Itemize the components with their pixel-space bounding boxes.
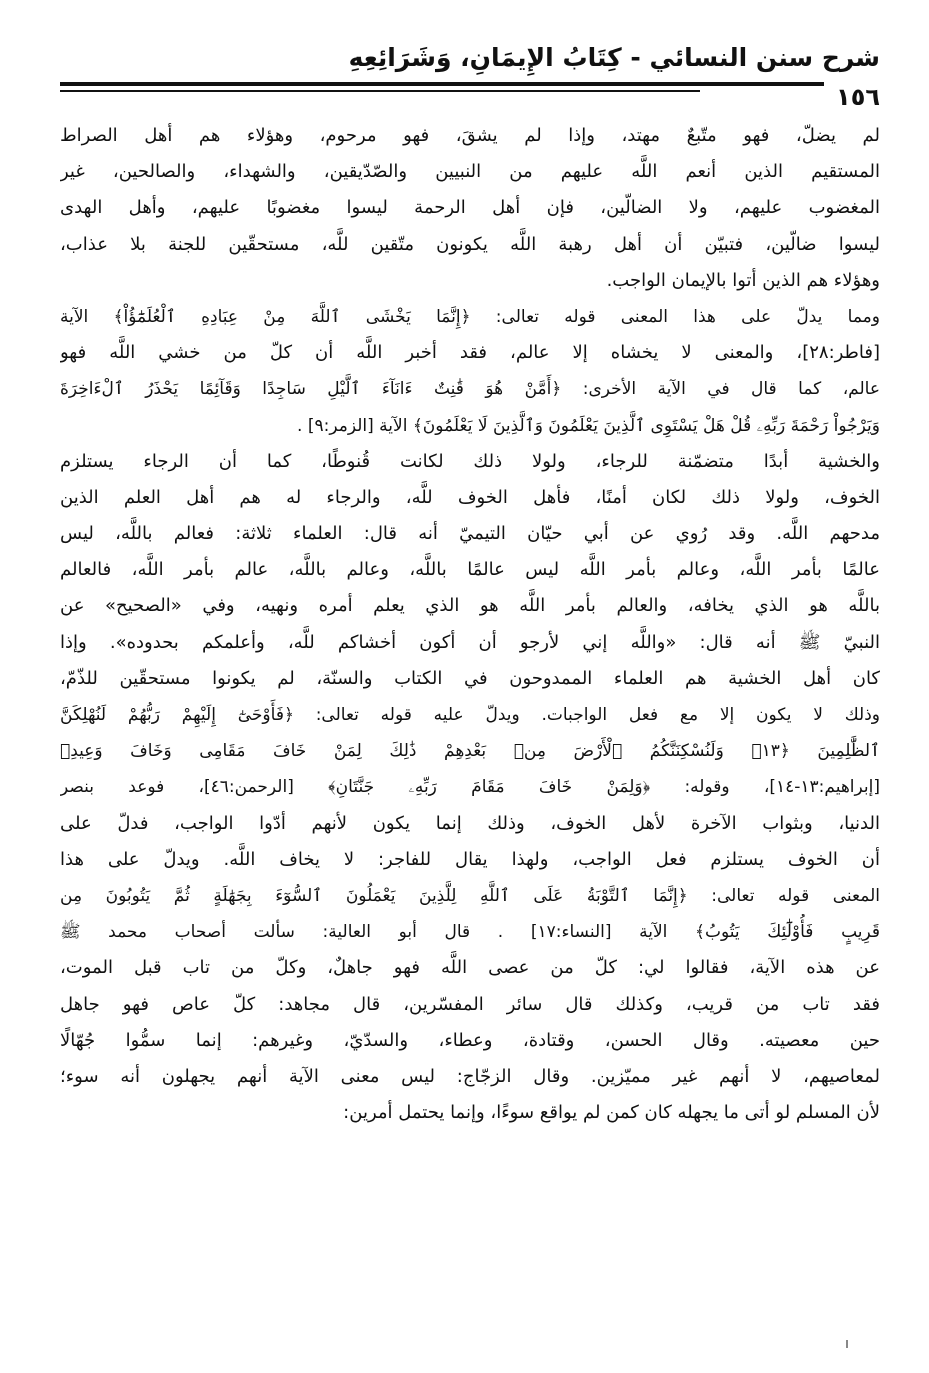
text-line: مدحهم اللَّه. وقد رُوي عن أبي حيّان التيميّ أنه قال: العلماء ثلاثة: فعالم باللَّه، ليس bbox=[60, 523, 880, 545]
text-line: ومما يدلّ على هذا المعنى قوله تعالى: ﴿إِنَّمَا يَخْشَى ٱللَّهَ مِنْ عِبَادِهِ ٱلْعُلَمَٰٓؤُاْ﴾ الآية bbox=[60, 306, 880, 327]
body-text bbox=[60, 118, 880, 1131]
text-line: لأن المسلم لو أتى ما يجهله كان كمن لم يواقع سوءًا، وإنما يحتمل أمرين: bbox=[343, 1102, 880, 1124]
text-line: لمعاصيهم، لا أنهم غير مميّزين. وقال الزجّاج: ليس معنى الآية أنهم يجهلون أنه سوء؛ bbox=[60, 1065, 880, 1087]
text-line: المعنى قوله تعالى: ﴿إِنَّمَا ٱلتَّوْبَةُ عَلَى ٱللَّهِ لِلَّذِينَ يَعْمَلُونَ ٱلسُّوٓءَ بِجَهَٰلَةٍ ثُمَّ يَتُوبُونَ مِن bbox=[60, 885, 880, 906]
text-line: وذلك لا يكون إلا مع فعل الواجبات. ويدلّ عليه قوله تعالى: ﴿فَأَوْحَىٰٓ إِلَيْهِمْ رَبُّهُمْ لَنُهْلِكَنَّ bbox=[60, 705, 880, 725]
text-line: فقد تاب من قريب، وكذلك قال سائر المفسّرين، قال مجاهد: كلّ عاص فهو جاهل bbox=[60, 993, 880, 1015]
text-line: عالمًا بأمر اللَّه، وعالم بأمر اللَّه ليس عالمًا باللَّه، وعالم باللَّه، عالم بأمر اللَّه، فالعالم bbox=[60, 559, 880, 581]
text-line: قَرِيبٍ فَأُوْلَٰٓئِكَ يَتُوبُ﴾ الآية [النساء:١٧] . قال أبو العالية: سألت أصحاب محمد ﷺ bbox=[60, 922, 880, 943]
page-number: ١٥٦ bbox=[824, 82, 880, 112]
header-rule-thick bbox=[60, 82, 880, 86]
text-line: النبيّ ﷺ أنه قال: «واللَّه إني لأرجو أن أكون أخشاكم للَّه، وأعلمكم بحدوده». وإذا bbox=[60, 631, 880, 653]
text-line: [إبراهيم:١٣-١٤]، وقوله: ﴿وَلِمَنْ خَافَ مَقَامَ رَبِّهِۦ جَنَّتَانِ﴾ [الرحمن:٤٦]، فوعد بنصر bbox=[60, 777, 880, 798]
text-line: الدنيا، وبثواب الآخرة لأهل الخوف، وذلك إنما يكون لأنهم أدّوا الواجب، فدلّ على bbox=[60, 812, 880, 834]
text-line: ٱلظَّٰلِمِينَ ﴿١٣﴾ وَلَنُسْكِنَنَّكُمُ ٱلْأَرْضَ مِنۢ بَعْدِهِمْ ذَٰلِكَ لِمَنْ خَافَ مَقَامِى وَخَافَ وَعِيدِ﴾ bbox=[60, 741, 880, 762]
text-line: عن هذه الآية، فقالوا لي: كلّ من عصى اللَّه فهو جاهلٌ، وكلّ من تاب قبل الموت، bbox=[60, 957, 880, 979]
text-line: المستقيم الذين أنعم اللَّه عليهم من النبيين والصّدّيقين، والشهداء، والصالحين، غير bbox=[60, 161, 880, 183]
text-line: ليسوا ضالّين، فتبيّن أن أهل رهبة اللَّه يكونون متّقين للَّه، مستحقّين للجنة بلا عذاب، bbox=[60, 233, 880, 255]
text-line: والخشية أبدًا متضمّنة للرجاء، ولولا ذلك لكانت قُنوطًا، كما أن الرجاء يستلزم bbox=[60, 450, 880, 472]
text-line: حين معصيته. وقال الحسن، وقتادة، وعطاء، والسدّيّ، وغيرهم: إنما سمُّوا جُهّالًا bbox=[60, 1029, 880, 1051]
text-line: عالم، كما قال في الآية الأخرى: ﴿أَمَّنْ هُوَ قَٰنِتٌ ءَانَآءَ ٱلَّيْلِ سَاجِدًا وَقَآئِمًا يَحْذَرُ ٱلْءَاخِرَةَ bbox=[60, 379, 880, 400]
text-line: وَيَرْجُواْ رَحْمَةَ رَبِّهِۦ قُلْ هَلْ يَسْتَوِى ٱلَّذِينَ يَعْلَمُونَ وَٱلَّذِينَ لَا يَعْلَمُونَ﴾ الآية [الزمر:٩] . bbox=[297, 415, 880, 436]
page-header bbox=[60, 38, 880, 111]
text-line: الخوف، ولولا ذلك لكان أمنًا، فأهل الخوف للَّه، والرجاء له هم أهل العلم الذين bbox=[60, 486, 880, 508]
text-line: [فاطر:٢٨]، والمعنى لا يخشاه إلا عالم، فقد أخبر اللَّه أن كلّ من خشي اللَّه فهو bbox=[60, 342, 880, 364]
text-line: لم يضلّ، فهو متّبعٌ مهتد، وإذا لم يشقَ، فهو مرحوم، وهؤلاء هم أهل الصراط bbox=[60, 125, 880, 146]
text-line: كان أهل الخشية هم العلماء الممدوحون في الكتاب والسنّة، لم يكونوا مستحقّين للذّمّ، bbox=[60, 667, 880, 689]
header-rule-thin bbox=[60, 90, 700, 92]
text-line: المغضوب عليهم، ولا الضالّين، فإن أهل الرحمة ليسوا مغضوبًا عليهم، وأهل الهدى bbox=[60, 197, 880, 219]
scan-mark bbox=[846, 1340, 848, 1348]
text-line: باللَّه هو الذي يخافه، والعالم بأمر اللَّه هو الذي يعلم أمره ونهيه، وفي «الصحيح» عن bbox=[60, 595, 880, 617]
text-line: وهؤلاء هم الذين أتوا بالإيمان الواجب. bbox=[606, 269, 880, 291]
running-title: شرح سنن النسائي - كِتَابُ الإِيمَانِ، وَشَرَائِعِهِ bbox=[348, 43, 880, 72]
text-line: أن الخوف يستلزم فعل الواجب، ولهذا يقال للفاجر: لا يخاف اللَّه. ويدلّ على هذا bbox=[60, 848, 880, 870]
